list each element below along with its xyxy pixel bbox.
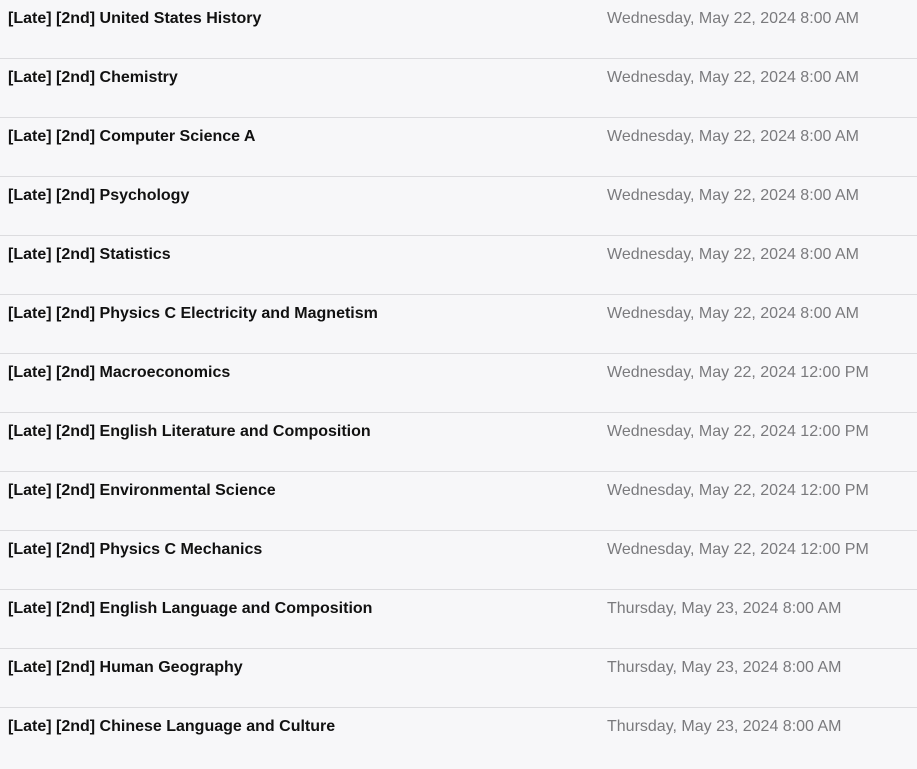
exam-datetime: Wednesday, May 22, 2024 12:00 PM: [607, 541, 869, 558]
exam-datetime: Wednesday, May 22, 2024 8:00 AM: [607, 10, 860, 27]
exam-row-statistics[interactable]: [0, 236, 917, 295]
exam-datetime: Wednesday, May 22, 2024 8:00 AM: [607, 187, 860, 204]
exam-title: [Late] [2nd] United States History: [8, 10, 262, 27]
exam-datetime: Wednesday, May 22, 2024 8:00 AM: [607, 246, 860, 263]
exam-title: [Late] [2nd] English Literature and Composition: [8, 423, 371, 440]
exam-title: [Late] [2nd] Chemistry: [8, 69, 178, 86]
exam-title: [Late] [2nd] Statistics: [8, 246, 171, 263]
exam-datetime: Thursday, May 23, 2024 8:00 AM: [607, 659, 842, 676]
exam-title: [Late] [2nd] Chinese Language and Culture: [8, 718, 336, 735]
exam-row-physics-c-mechanics[interactable]: [0, 531, 917, 590]
exam-datetime: Wednesday, May 22, 2024 12:00 PM: [607, 364, 869, 381]
exam-title: [Late] [2nd] Human Geography: [8, 659, 243, 676]
exam-datetime: Wednesday, May 22, 2024 8:00 AM: [607, 69, 860, 86]
exam-row-environmental-science[interactable]: [0, 472, 917, 531]
exam-datetime: Wednesday, May 22, 2024 12:00 PM: [607, 482, 869, 499]
exam-row-us-history[interactable]: [0, 0, 917, 59]
exam-title: [Late] [2nd] English Language and Composition: [8, 600, 373, 617]
exam-title: [Late] [2nd] Physics C Mechanics: [8, 541, 263, 558]
exam-row-english-literature[interactable]: [0, 413, 917, 472]
exam-row-human-geography[interactable]: [0, 649, 917, 708]
exam-datetime: Wednesday, May 22, 2024 8:00 AM: [607, 128, 860, 145]
exam-datetime: Wednesday, May 22, 2024 12:00 PM: [607, 423, 869, 440]
exam-datetime: Wednesday, May 22, 2024 8:00 AM: [607, 305, 860, 322]
exam-title: [Late] [2nd] Psychology: [8, 187, 190, 204]
exam-row-macroeconomics[interactable]: [0, 354, 917, 413]
exam-title: [Late] [2nd] Computer Science A: [8, 128, 256, 145]
exam-row-chemistry[interactable]: [0, 59, 917, 118]
exam-row-physics-c-em[interactable]: [0, 295, 917, 354]
exam-row-chinese-language[interactable]: [0, 708, 917, 769]
exam-row-psychology[interactable]: [0, 177, 917, 236]
exam-title: [Late] [2nd] Physics C Electricity and Magnetism: [8, 305, 378, 322]
exam-row-english-language[interactable]: [0, 590, 917, 649]
exam-title: [Late] [2nd] Macroeconomics: [8, 364, 231, 381]
exam-datetime: Thursday, May 23, 2024 8:00 AM: [607, 600, 842, 617]
exam-title: [Late] [2nd] Environmental Science: [8, 482, 276, 499]
exam-datetime: Thursday, May 23, 2024 8:00 AM: [607, 718, 842, 735]
exam-row-computer-science-a[interactable]: [0, 118, 917, 177]
